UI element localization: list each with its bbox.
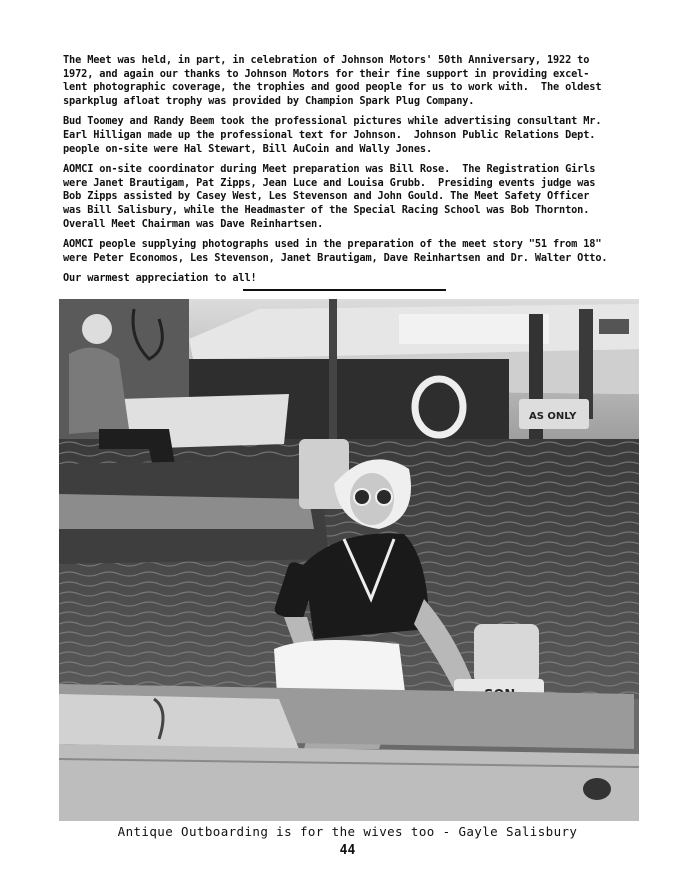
dock-sign-text: AS ONLY	[529, 411, 577, 422]
section-divider	[243, 289, 446, 291]
photo-caption: Antique Outboarding is for the wives too - Gayle Salisbury	[117, 824, 578, 839]
paragraph-appreciation: Our warmest appreciation to all!	[63, 272, 257, 285]
paragraph-photographers: Bud Toomey and Randy Beem took the professional pictures while advertising consultant Mr. Earl Hilligan made up the professional text for Johnson. Johnson Public Relations Dept. people on-site were Hal Stewart, Bill AuCoin and Wally Jones.	[63, 115, 602, 155]
paragraph-anniversary: The Meet was held, in part, in celebration of Johnson Motors' 50th Anniversary, 1922 to 1972, and again our thanks to Johnson Motors for their fine support in providing excel- lent photographic coverage, the trophies and good people for us to work with. The oldest sparkplug afloat trophy was provided by Champion Spark Plug Company.	[63, 54, 602, 107]
article-text	[63, 54, 653, 293]
paragraph-photo-credits: AOMCI people supplying photographs used in the preparation of the meet story "51 from 18" were Peter Economos, Les Stevenson, Janet Brautigam, Dave Reinhartsen and Dr. Walter Otto.	[63, 238, 608, 264]
photo-woman-in-boat	[59, 299, 639, 821]
page-number: 44	[339, 843, 356, 858]
paragraph-staff: AOMCI on-site coordinator during Meet preparation was Bill Rose. The Registration Girls were Janet Brautigam, Pat Zipps, Jean Luce and Louisa Grubb. Presiding events judge was Bob Zipps assisted by Casey West, Les Stevenson and John Gould. The Meet Safety Officer was Bill Salisbury, while the Headmaster of the Special Racing School was Bob Thornton. Overall Meet Chairman was Dave Reinhartsen.	[63, 163, 596, 230]
